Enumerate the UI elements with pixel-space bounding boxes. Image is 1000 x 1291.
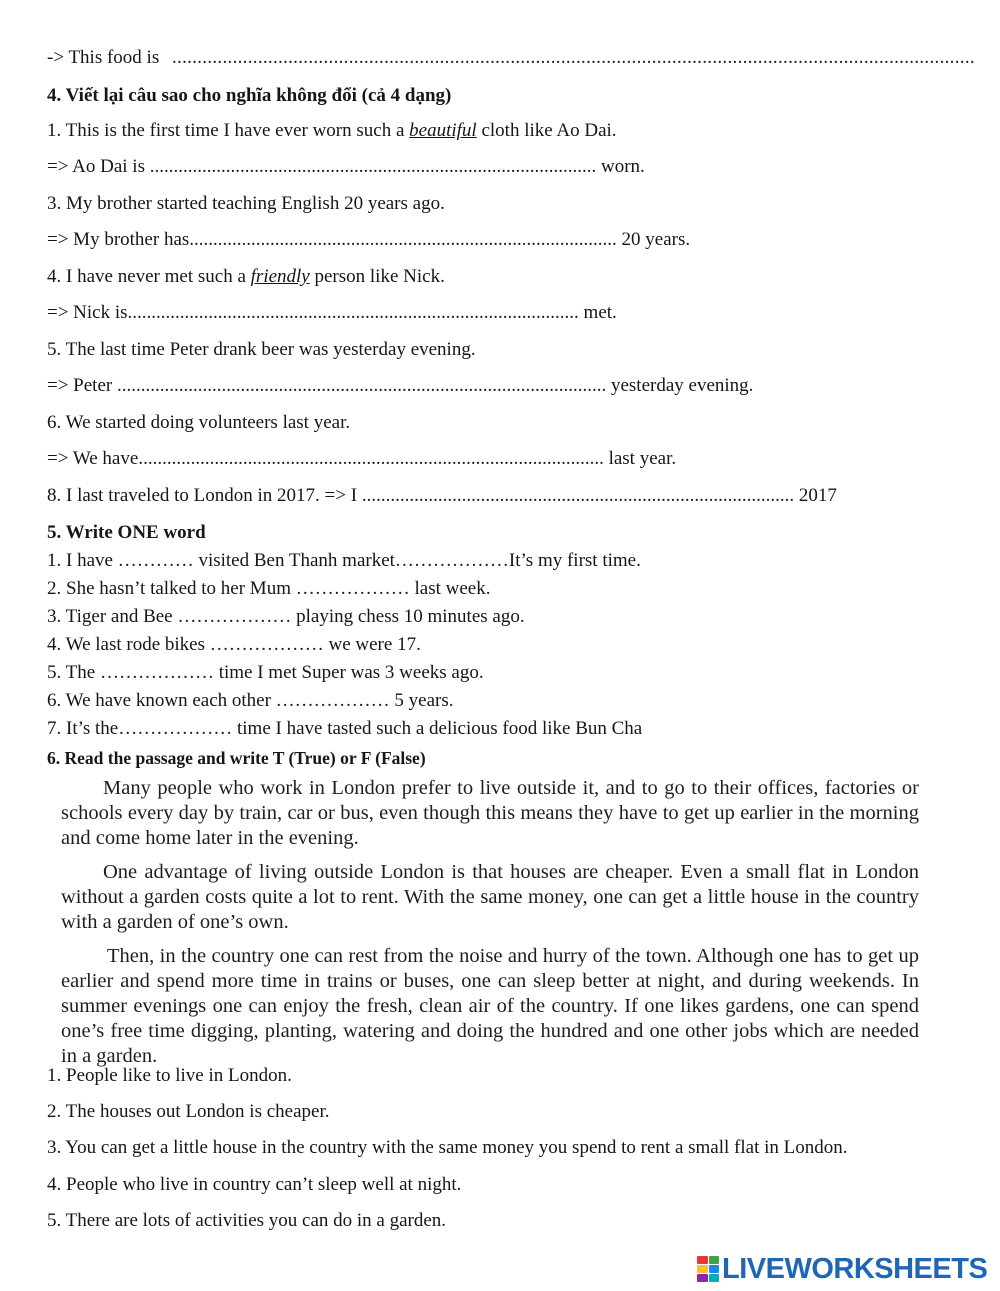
question-text: 8. I last traveled to London in 2017. => I: [47, 485, 362, 506]
question-text: cloth like Ao Dai.: [476, 120, 617, 141]
answer-prefix: => Peter: [47, 375, 117, 396]
tf-statement[interactable]: 1. People like to live in London.: [47, 1065, 292, 1086]
reading-passage: [61, 776, 919, 1078]
answer-blank[interactable]: .......................................................................................................: [116, 375, 607, 396]
rewrite-question-3: 3. My brother started teaching English 20 years ago.: [47, 193, 445, 214]
passage-paragraph: Many people who work in London prefer to live outside it, and to go to their offices, factories or schools every day by train, car or bus, even though this means they have to get up earlier in the morning and come home later in the evening.: [61, 777, 919, 849]
logo-mark-icon: [697, 1256, 719, 1282]
passage-paragraph: One advantage of living outside London is that houses are cheaper. Even a small flat in London without a garden costs quite a lot to rent. With the same money, one can get a little house in the country with a garden of one’s own.: [61, 861, 919, 933]
answer-suffix: last year.: [603, 448, 677, 469]
answer-blank[interactable]: ..................................................................................................: [138, 448, 604, 469]
question-text: 4. I have never met such a: [47, 266, 251, 287]
answer-suffix: met.: [578, 302, 617, 323]
rewrite-question-6: 6. We started doing volunteers last year.: [47, 412, 351, 433]
liveworksheets-logo: [697, 1253, 987, 1285]
answer-suffix: 20 years.: [616, 229, 691, 250]
answer-prefix: => Ao Dai is: [47, 156, 150, 177]
rewrite-answer-6: [47, 448, 676, 470]
rewrite-answer-5: [47, 375, 753, 397]
tf-statement[interactable]: 3. You can get a little house in the country with the same money you spend to rent a small flat in London.: [47, 1137, 848, 1158]
rewrite-answer-3: [47, 229, 690, 251]
answer-prefix: => We have: [47, 448, 139, 469]
fill-word-item[interactable]: 2. She hasn’t talked to her Mum ……………… last week.: [47, 578, 491, 599]
rewrite-question-5: 5. The last time Peter drank beer was yesterday evening.: [47, 339, 476, 360]
emphasized-word: beautiful: [409, 120, 477, 141]
section5-heading: 5. Write ONE word: [47, 522, 206, 543]
fill-word-item[interactable]: 4. We last rode bikes ……………… we were 17.: [47, 634, 421, 655]
answer-blank[interactable]: ...........................................................................................: [361, 485, 795, 506]
rewrite-question-8: [47, 485, 837, 507]
fill-word-item[interactable]: 7. It’s the……………… time I have tasted such a delicious food like Bun Cha: [47, 718, 643, 739]
answer-blank[interactable]: ...............................................................................................: [127, 302, 579, 323]
answer-prefix: => My brother has: [47, 229, 190, 250]
tf-statement[interactable]: 5. There are lots of activities you can do in a garden.: [47, 1210, 447, 1231]
passage-paragraph: Then, in the country one can rest from the noise and hurry of the town. Although one has to get up earlier and spend more time in trains or buses, one can sleep better at night, and during weekends. In summer evenings one can enjoy the fresh, clean air of the country. If one likes gardens, one can spend one’s free time digging, planting, watering and doing the hundred and one other jobs which are needed in a garden.: [61, 945, 919, 1067]
rewrite-question-4: [47, 266, 445, 288]
rewrite-answer-4: [47, 302, 617, 324]
question-text: 1. This is the first time I have ever worn such a: [47, 120, 410, 141]
question-text: person like Nick.: [309, 266, 445, 287]
answer-suffix: worn.: [596, 156, 645, 177]
tf-statement[interactable]: 2. The houses out London is cheaper.: [47, 1101, 330, 1122]
answer-blank[interactable]: ...............................................................................................................................................................: [171, 47, 975, 68]
answer-suffix: 2017: [794, 485, 837, 506]
brand-name: LIVEWORKSHEETS: [722, 1252, 988, 1285]
rewrite-question-1: [47, 120, 617, 142]
rewrite-answer-1: [47, 156, 645, 178]
fill-word-item[interactable]: 6. We have known each other ……………… 5 years.: [47, 690, 454, 711]
answer-suffix: yesterday evening.: [606, 375, 754, 396]
tf-statement[interactable]: 4. People who live in country can’t sleep well at night.: [47, 1174, 462, 1195]
fill-word-item[interactable]: 3. Tiger and Bee ……………… playing chess 10 minutes ago.: [47, 606, 525, 627]
answer-blank[interactable]: ..............................................................................................: [149, 156, 597, 177]
emphasized-word: friendly: [250, 266, 310, 287]
section4-heading: 4. Viết lại câu sao cho nghĩa không đổi (cả 4 dạng): [47, 85, 452, 106]
answer-line-food: [47, 47, 975, 69]
answer-prefix: => Nick is: [47, 302, 128, 323]
fill-word-item[interactable]: 1. I have ………… visited Ben Thanh market………………It’s my first time.: [47, 550, 641, 571]
answer-blank[interactable]: ..........................................................................................: [189, 229, 617, 250]
answer-prefix: -> This food is: [47, 47, 160, 68]
fill-word-item[interactable]: 5. The ……………… time I met Super was 3 weeks ago.: [47, 662, 484, 683]
section6-heading: 6. Read the passage and write T (True) or F (False): [47, 748, 426, 768]
